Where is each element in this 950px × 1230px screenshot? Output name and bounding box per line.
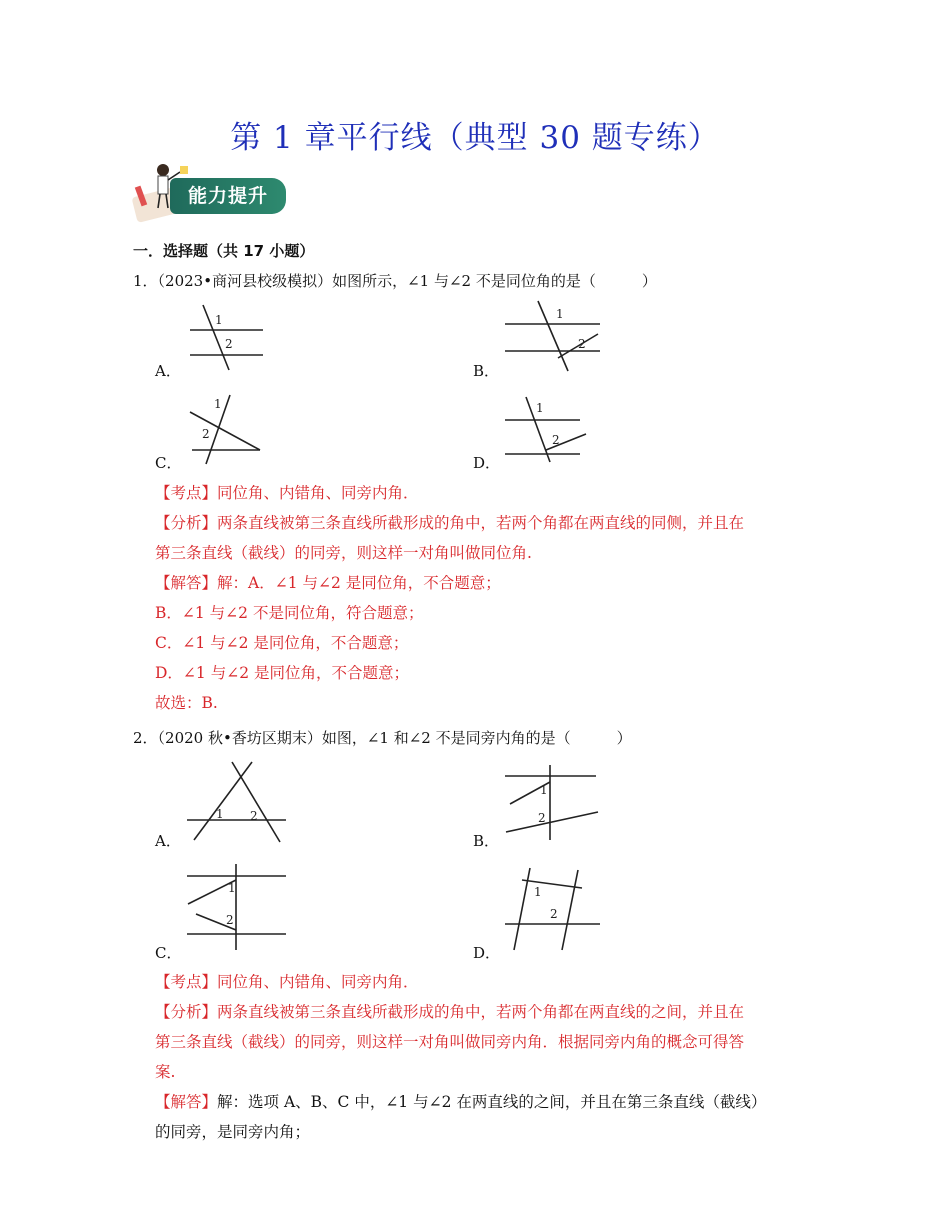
kaodian-text: 同位角、内错角、同旁内角． bbox=[217, 973, 419, 991]
q2-option-b: B． bbox=[473, 832, 500, 850]
angle-label-2: 2 bbox=[552, 433, 560, 447]
q2-fenxi-2: 第三条直线（截线）的同旁，则这样一对角叫做同旁内角．根据同旁内角的概念可得答 bbox=[155, 1033, 745, 1051]
line bbox=[190, 412, 260, 450]
q1-figure-a bbox=[185, 300, 275, 375]
q1-stem-text: 1．（2023•商河县校级模拟）如图所示，∠1 与∠2 不是同位角的是（ bbox=[133, 272, 596, 290]
q1-jieda bbox=[155, 568, 825, 598]
q2-option-c: C． bbox=[155, 944, 182, 962]
q1-line-d: D．∠1 与∠2 是同位角，不合题意； bbox=[155, 664, 409, 682]
kaodian-tag: 【考点】 bbox=[155, 973, 218, 991]
angle-label-2: 2 bbox=[550, 907, 558, 921]
angle-label-2: 2 bbox=[538, 811, 546, 825]
angle-label-2: 2 bbox=[578, 337, 586, 351]
jieda-tag: 【解答】 bbox=[155, 1093, 218, 1111]
transversal-2 bbox=[562, 870, 578, 950]
q2-figure-a bbox=[182, 760, 292, 845]
angle-label-1: 1 bbox=[228, 881, 236, 895]
q1-fenxi bbox=[155, 508, 825, 538]
transversal bbox=[194, 762, 252, 840]
angle-label-2: 2 bbox=[225, 337, 233, 351]
q1-answer-block bbox=[155, 478, 825, 718]
q2-figure-b bbox=[500, 760, 610, 845]
angle-label-1: 1 bbox=[215, 313, 223, 327]
section-heading: 一．选择题（共 17 小题） bbox=[133, 242, 315, 260]
page-title: 第 1 章平行线（典型 30 题专练） bbox=[230, 120, 720, 156]
angle-label-1: 1 bbox=[556, 307, 564, 321]
q2-stem-close: ） bbox=[616, 729, 632, 747]
angle-label-1: 1 bbox=[214, 397, 222, 411]
angle-label-2: 2 bbox=[202, 427, 210, 441]
q1-fenxi-2: 第三条直线（截线）的同旁，则这样一对角叫做同位角. bbox=[155, 544, 532, 562]
transversal-2 bbox=[232, 762, 280, 842]
jieda-text-1: 解：A．∠1 与∠2 是同位角，不合题意； bbox=[217, 574, 501, 592]
jieda-text-1: 解：选项 A、B、C 中，∠1 与∠2 在两直线的之间，并且在第三条直线（截线） bbox=[217, 1093, 767, 1111]
q2-jieda-2: 的同旁，是同旁内角； bbox=[155, 1123, 311, 1141]
kaodian-tag: 【考点】 bbox=[155, 484, 218, 502]
q2-fenxi-3: 案. bbox=[155, 1063, 176, 1081]
q2-option-a: A． bbox=[155, 832, 181, 850]
q2-option-d: D． bbox=[473, 944, 501, 962]
q1-choose: 故选：B. bbox=[155, 694, 218, 712]
angle-label-1: 1 bbox=[540, 783, 548, 797]
q2-stem bbox=[133, 727, 632, 748]
line bbox=[506, 812, 598, 832]
angle-label-1: 1 bbox=[534, 885, 542, 899]
angle-label-1: 1 bbox=[536, 401, 544, 415]
q1-line-c: C．∠1 与∠2 是同位角，不合题意； bbox=[155, 634, 409, 652]
fenxi-text-1: 两条直线被第三条直线所截形成的角中，若两个角都在两直线的之间，并且在 bbox=[217, 1003, 745, 1021]
angle-label-2: 2 bbox=[250, 809, 258, 823]
q1-line-b: B．∠1 与∠2 不是同位角，符合题意； bbox=[155, 604, 424, 622]
q1-stem bbox=[133, 270, 657, 291]
fenxi-text-1: 两条直线被第三条直线所截形成的角中，若两个角都在两直线的同侧，并且在 bbox=[217, 514, 745, 532]
q1-kaodian bbox=[155, 478, 825, 508]
q1-option-c: C． bbox=[155, 454, 182, 472]
q2-fenxi bbox=[155, 997, 825, 1027]
q1-option-d: D． bbox=[473, 454, 501, 472]
q1-figure-c bbox=[182, 392, 272, 467]
q2-answer-block bbox=[155, 967, 825, 1147]
q1-stem-close: ） bbox=[641, 272, 657, 290]
q1-option-a: A． bbox=[155, 362, 181, 380]
line bbox=[522, 880, 582, 888]
q2-stem-text: 2．（2020 秋•香坊区期末）如图，∠1 和∠2 不是同旁内角的是（ bbox=[133, 729, 571, 747]
jieda-tag: 【解答】 bbox=[155, 574, 218, 592]
q1-option-b: B． bbox=[473, 362, 500, 380]
angle-label-2: 2 bbox=[226, 913, 234, 927]
q1-figure-d bbox=[500, 392, 610, 467]
q1-figure-b bbox=[500, 296, 610, 376]
q2-figure-d bbox=[500, 862, 610, 952]
q2-figure-c bbox=[182, 862, 292, 952]
fenxi-tag: 【分析】 bbox=[155, 1003, 218, 1021]
q2-kaodian bbox=[155, 967, 825, 997]
ability-badge bbox=[130, 158, 290, 226]
badge-label: 能力提升 bbox=[170, 178, 286, 214]
fenxi-tag: 【分析】 bbox=[155, 514, 218, 532]
angle-label-1: 1 bbox=[216, 807, 224, 821]
q2-jieda bbox=[155, 1087, 825, 1117]
kaodian-text: 同位角、内错角、同旁内角． bbox=[217, 484, 419, 502]
